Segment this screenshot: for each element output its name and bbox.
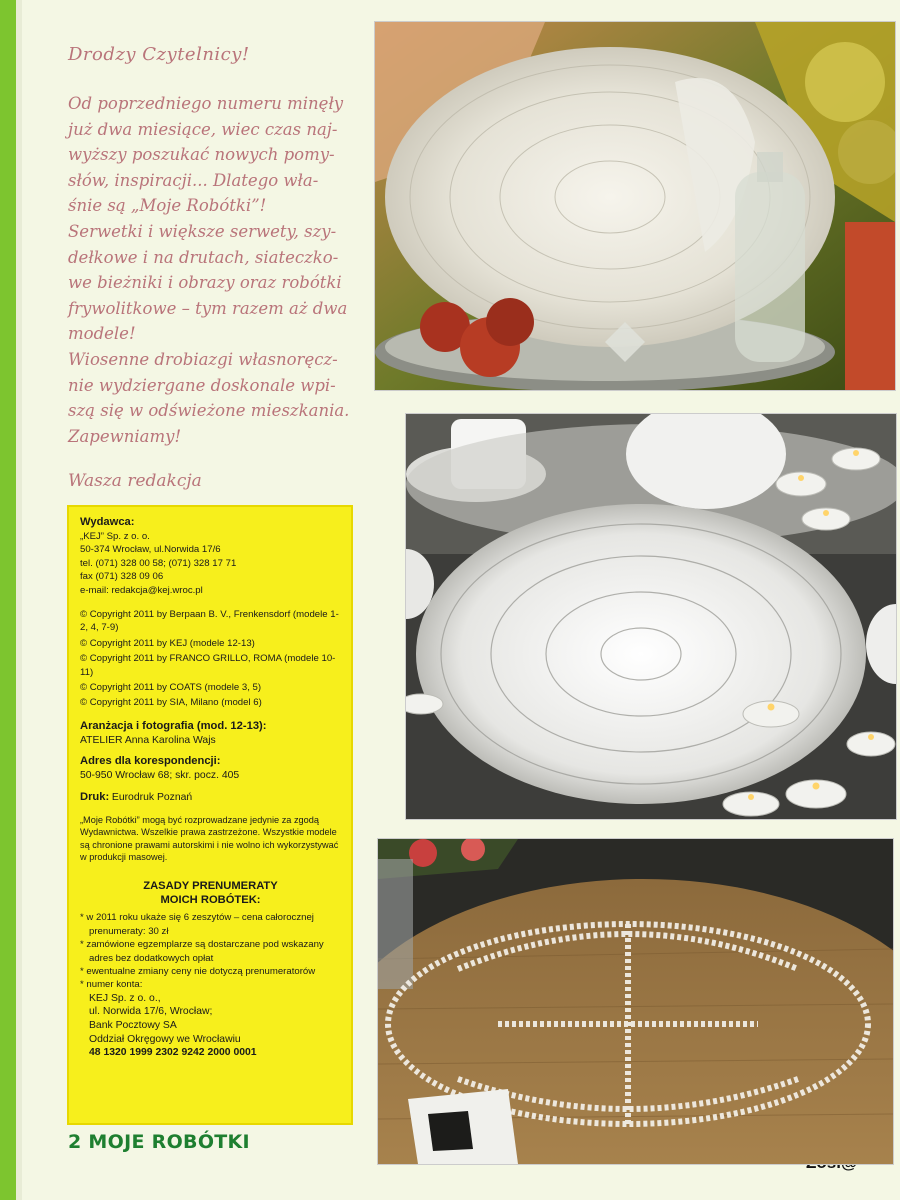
page-edge	[16, 0, 22, 1200]
left-green-strip	[0, 0, 16, 1200]
letter-line: frywolitkowe – tym razem aż dwa	[68, 298, 348, 318]
letter-line: szą się w odświeżone mieszkania.	[68, 401, 350, 421]
letter-line: Od poprzedniego numeru minęły	[68, 94, 344, 113]
letter-line: Serwetki i większe serwety, szy-	[68, 221, 337, 241]
publisher-block	[80, 515, 341, 597]
address-value: 50-950 Wrocław 68; skr. pocz. 405	[80, 770, 240, 782]
copyright-block	[80, 608, 341, 710]
publisher-email: e-mail: redakcja@kej.wroc.pl	[80, 584, 203, 596]
copyright-line: © Copyright 2011 by FRANCO GRILLO, ROMA (modele 10-11)	[80, 653, 336, 678]
letter-line: dełkowe i na drutach, siateczko-	[68, 247, 339, 267]
address-heading: Adres dla korespondencji:	[80, 755, 221, 768]
account-line: KEJ Sp. z o. o.,	[89, 992, 161, 1004]
address-block	[80, 754, 341, 782]
copyright-line: © Copyright 2011 by KEJ (modele 12-13)	[80, 637, 255, 649]
page-number-label: 2 MOJE ROBÓTKI	[68, 1131, 250, 1153]
letter-line: wyższy poszukać nowych pomy-	[68, 145, 335, 165]
subscription-item: * w 2011 roku ukaże się 6 zeszytów – cena całorocznej prenumeraty: 30 zł	[80, 912, 314, 937]
arrangement-block	[80, 719, 341, 747]
copyright-line: © Copyright 2011 by COATS (modele 3, 5)	[80, 682, 262, 694]
publisher-line: fax (071) 328 09 06	[80, 571, 164, 583]
photo-knitted-doily	[374, 21, 896, 391]
letter-line: słów, inspiracji... Dlatego wła-	[68, 170, 319, 190]
copyright-line: © Copyright 2011 by SIA, Milano (model 6)	[80, 697, 262, 709]
account-line: ul. Norwida 17/6, Wrocław;	[89, 1006, 213, 1018]
account-details	[89, 992, 341, 1060]
letter-line: już dwa miesiące, wiec czas naj-	[68, 119, 338, 139]
print-heading: Druk:	[80, 790, 110, 803]
account-number: 48 1320 1999 2302 9242 2000 0001	[89, 1047, 257, 1059]
account-line: Bank Pocztowy SA	[89, 1019, 177, 1031]
publisher-line: 50-374 Wrocław, ul.Norwida 17/6	[80, 544, 221, 556]
editorial-letter	[68, 44, 364, 491]
subscription-list	[80, 911, 341, 991]
letter-line: nie wydziergane doskonale wpi-	[68, 375, 336, 395]
letter-body	[68, 91, 364, 449]
arrangement-value: ATELIER Anna Karolina Wajs	[80, 734, 216, 746]
imprint-box	[67, 505, 353, 1125]
photo-crochet-doily	[405, 413, 897, 820]
print-block	[80, 790, 341, 805]
publisher-line: „KEJ” Sp. z o. o.	[80, 531, 150, 542]
subscription-item: * numer konta:	[80, 979, 143, 991]
print-value: Eurodruk Poznań	[111, 791, 193, 803]
subscription-item: * ewentualne zmiany ceny nie dotyczą prenumeratorów	[80, 965, 316, 977]
legal-notice: „Moje Robótki” mogą być rozprowadzane jedynie za zgodą Wydawnictwa. Wszelkie prawa zastrzeżone. Wszystkie modele są chronione prawami autorskimi i nie wolno ich wykorzystywać w produkcji masowej.	[80, 814, 339, 862]
publisher-heading: Wydawca:	[80, 516, 135, 528]
subscription-heading	[80, 879, 341, 907]
arrangement-heading: Aranżacja i fotografia (mod. 12-13):	[80, 719, 267, 732]
copyright-line: © Copyright 2011 by Berpaan B. V., Frenkensdorf (modele 1-2, 4, 7-9)	[80, 609, 339, 634]
letter-line: śnie są „Moje Robótki”!	[68, 196, 267, 216]
letter-line: Zapewniamy!	[68, 426, 182, 446]
letter-line: we bieżniki i obrazy oraz robótki	[68, 273, 342, 293]
letter-greeting: Drodzy Czytelnicy!	[68, 44, 250, 65]
letter-line: Wiosenne drobiazgi własnoręcz-	[68, 349, 338, 369]
subscription-heading-line: ZASADY PRENUMERATY	[143, 880, 278, 893]
account-line: Oddział Okręgowy we Wrocławiu	[89, 1033, 241, 1045]
publisher-line: tel. (071) 328 00 58; (071) 328 17 71	[80, 557, 237, 569]
subscription-item: * zamówione egzemplarze są dostarczane pod wskazany adres bez dodatkowych opłat	[80, 939, 324, 964]
letter-line: modele!	[68, 324, 136, 344]
letter-signature: Wasza redakcja	[68, 471, 202, 492]
photo-tatted-runner	[377, 838, 894, 1165]
subscription-heading-line: MOICH ROBÓTEK:	[160, 894, 261, 907]
